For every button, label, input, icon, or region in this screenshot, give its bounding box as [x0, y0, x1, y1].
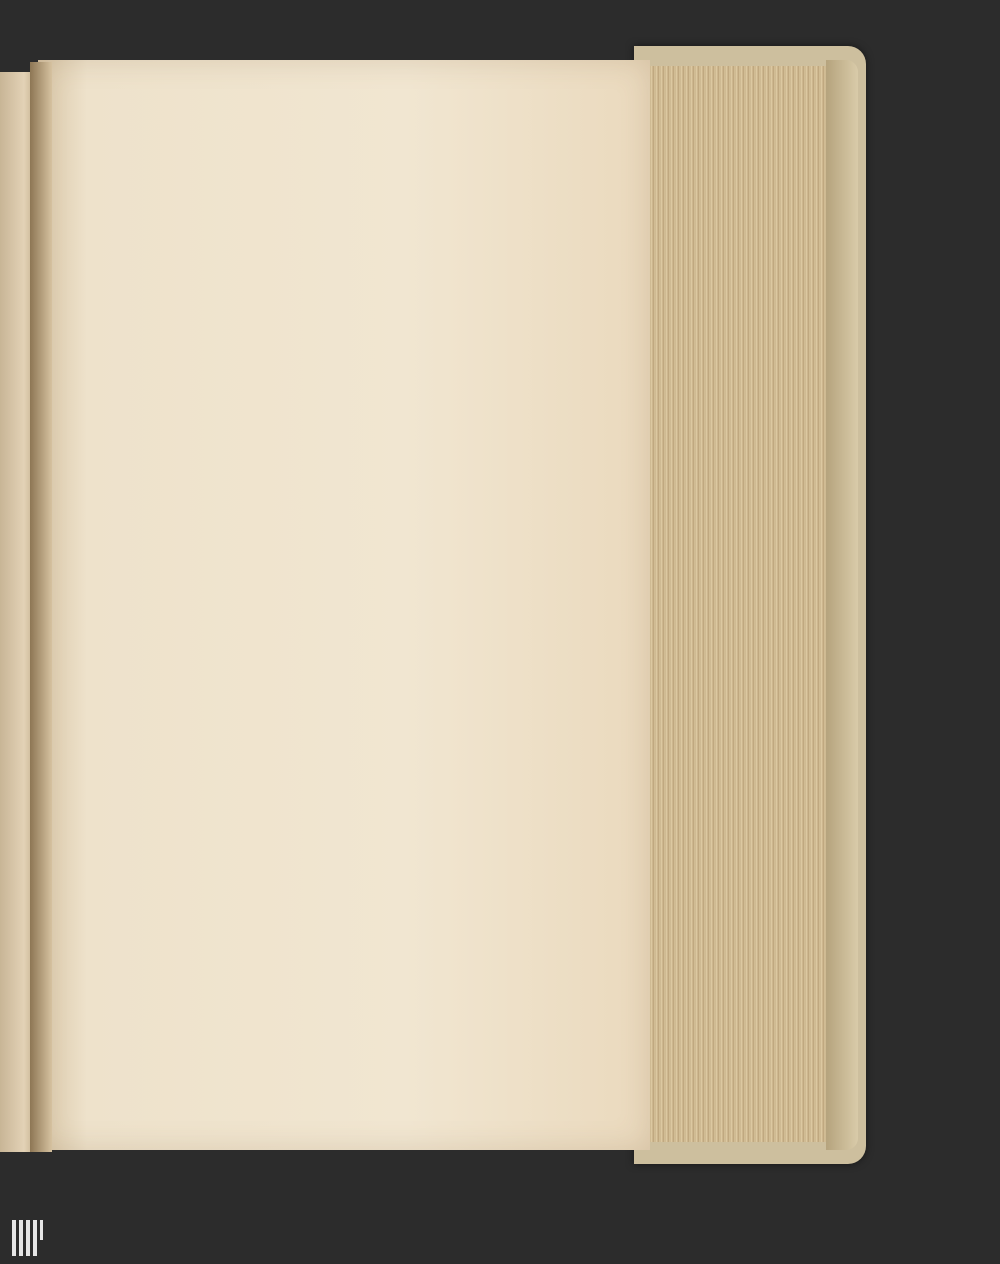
library-logo-icon	[12, 1218, 44, 1258]
book-gutter	[30, 62, 52, 1152]
cover-edge	[826, 60, 858, 1150]
footer-bar	[0, 1214, 1000, 1264]
page-fore-edge	[640, 66, 836, 1142]
right-page	[38, 60, 650, 1150]
